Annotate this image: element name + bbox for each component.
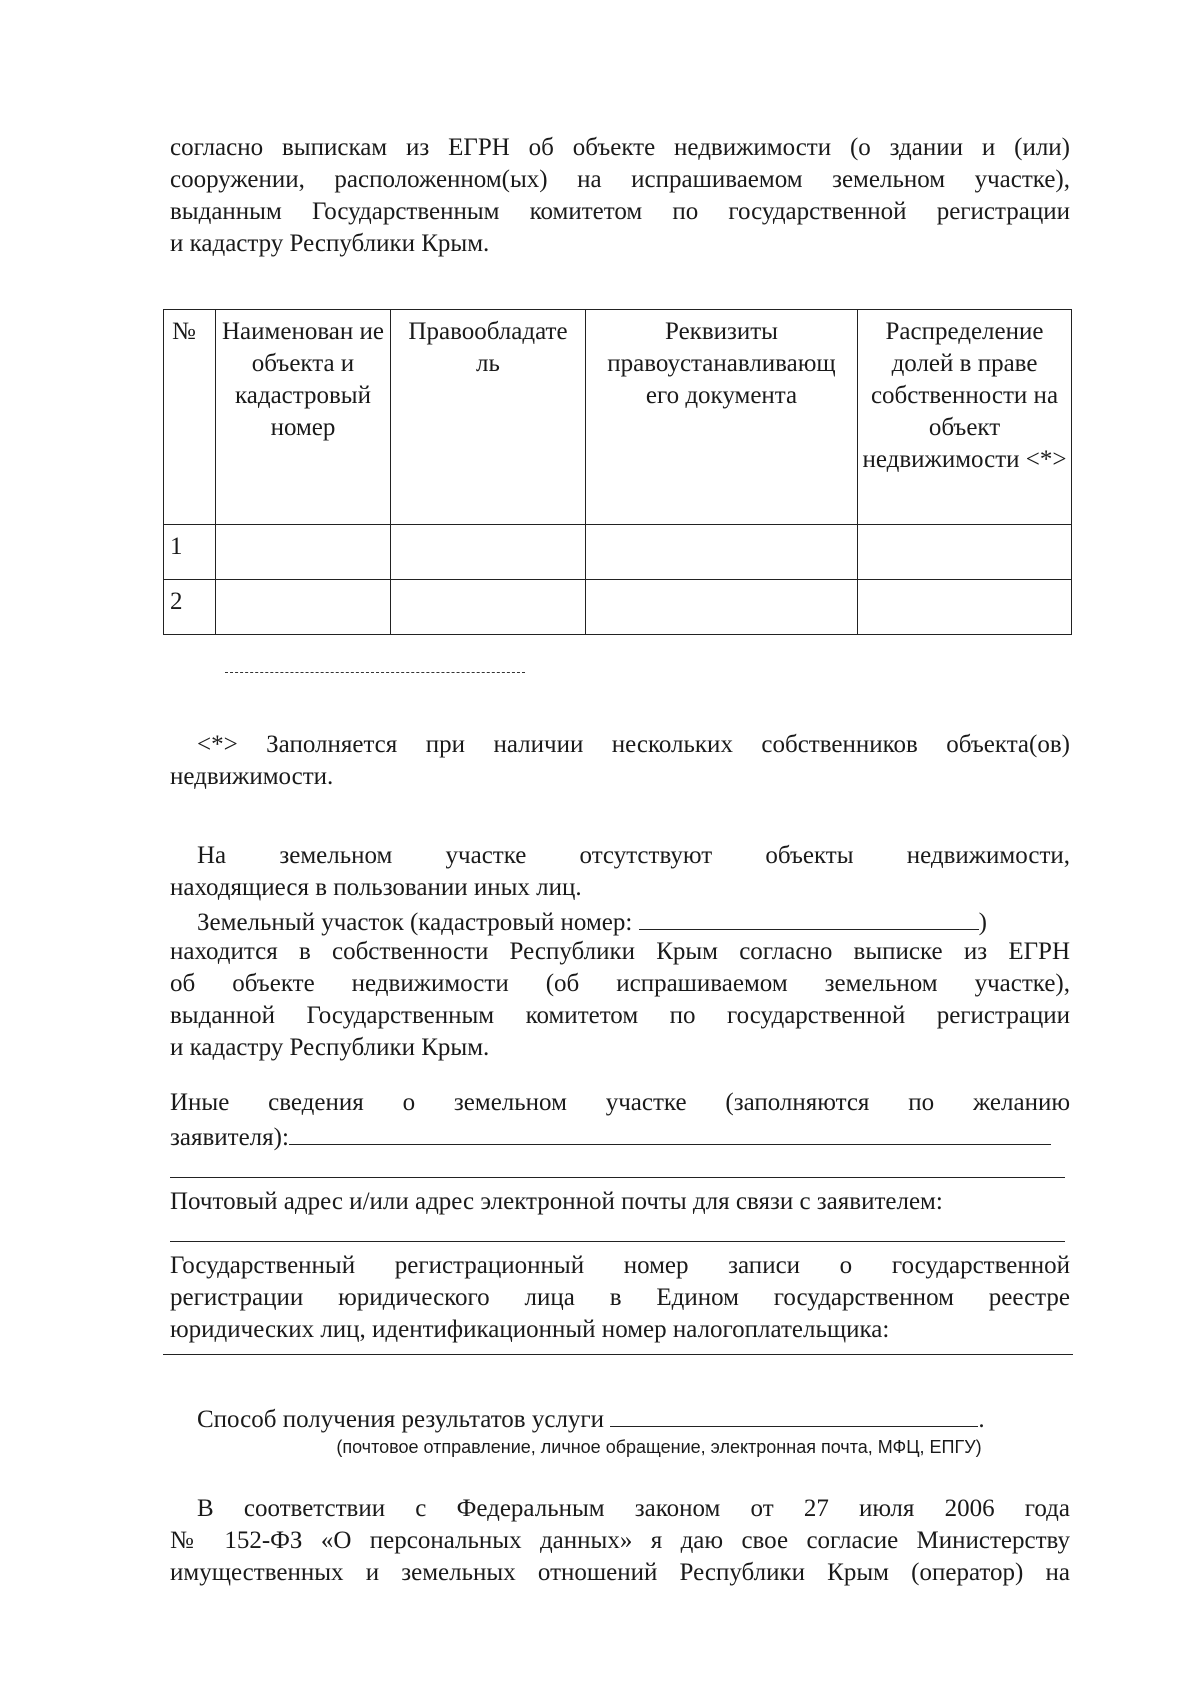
intro-line-1: согласно выпискам из ЕГРН об объекте недвижимости (о здании и (или) (170, 134, 1070, 161)
result-method-field[interactable] (610, 1402, 978, 1427)
document-details-cell[interactable] (586, 525, 858, 580)
header-document-details: Реквизиты правоустанавливающ его документа (586, 310, 858, 525)
parcel-line-2: об объекте недвижимости (об испрашиваемом земельном участке), (170, 970, 1070, 997)
result-method-hint: (почтовое отправление, личное обращение, электронная почта, МФЦ, ЕПГУ) (336, 1437, 982, 1457)
result-method-label: Способ получения результатов услуги (197, 1406, 605, 1433)
consent-line-3: имущественных и земельных отношений Республики Крым (оператор) на (170, 1559, 1070, 1586)
footnote-separator (225, 672, 525, 673)
postal-label: Почтовый адрес и/или адрес электронной почты для связи с заявителем: (170, 1188, 943, 1215)
share-distribution-cell[interactable] (858, 580, 1072, 635)
no-objects-line-2: находящиеся в пользовании иных лиц. (170, 874, 582, 901)
parcel-cadastral-line (197, 905, 1070, 935)
other-info-line-1: Иные сведения о земельном участке (заполняются по желанию (170, 1089, 1070, 1116)
header-number: № (164, 310, 216, 525)
parcel-close-paren: ) (978, 909, 987, 936)
share-distribution-cell[interactable] (858, 525, 1072, 580)
object-name-cell[interactable] (216, 525, 391, 580)
document-details-cell[interactable] (586, 580, 858, 635)
parcel-line-4: и кадастру Республики Крым. (170, 1034, 490, 1061)
registration-field[interactable] (163, 1354, 1073, 1355)
table-row (164, 580, 1072, 635)
row-number-cell: 2 (164, 580, 216, 635)
ownership-table (163, 309, 1072, 635)
registration-line-3: юридических лиц, идентификационный номер налогоплательщика: (170, 1316, 890, 1343)
no-objects-line-1: На земельном участке отсутствуют объекты недвижимости, (197, 842, 1070, 869)
other-info-field-continuation[interactable] (170, 1177, 1065, 1178)
footnote-line-1: <*> Заполняется при наличии нескольких собственников объекта(ов) (197, 731, 1070, 758)
registration-line-2: регистрации юридического лица в Едином государственном реестре (170, 1284, 1070, 1311)
right-holder-cell[interactable] (391, 580, 586, 635)
object-name-cell[interactable] (216, 580, 391, 635)
row-number-cell: 1 (164, 525, 216, 580)
intro-line-4: и кадастру Республики Крым. (170, 230, 490, 257)
intro-line-2: сооружении, расположенном(ых) на испрашиваемом земельном участке), (170, 166, 1070, 193)
result-method-line (197, 1402, 1070, 1432)
header-object-name: Наименован ие объекта и кадастровый номер (216, 310, 391, 525)
other-info-line-2 (170, 1120, 1070, 1150)
parcel-line-3: выданной Государственным комитетом по государственной регистрации (170, 1002, 1070, 1029)
consent-line-2: № 152-ФЗ «О персональных данных» я даю свое согласие Министерству (170, 1527, 1070, 1554)
result-method-period: . (978, 1406, 985, 1433)
header-share-distribution: Распределение долей в праве собственности на объект недвижимости <*> (858, 310, 1072, 525)
intro-line-3: выданным Государственным комитетом по государственной регистрации (170, 198, 1070, 225)
postal-address-field[interactable] (170, 1241, 1065, 1242)
other-info-field[interactable] (289, 1120, 1051, 1145)
consent-line-1: В соответствии с Федеральным законом от 27 июля 2006 года (197, 1495, 1070, 1522)
other-info-label: заявителя): (170, 1124, 289, 1151)
footnote-line-2: недвижимости. (170, 763, 334, 790)
table-row (164, 525, 1072, 580)
header-right-holder: Правообладате ль (391, 310, 586, 525)
registration-line-1: Государственный регистрационный номер записи о государственной (170, 1252, 1070, 1279)
parcel-line-1: находится в собственности Республики Крым согласно выписке из ЕГРН (170, 938, 1070, 965)
parcel-label: Земельный участок (кадастровый номер: (197, 909, 633, 936)
right-holder-cell[interactable] (391, 525, 586, 580)
table-header-row (164, 310, 1072, 525)
cadastral-number-field[interactable] (639, 905, 979, 930)
